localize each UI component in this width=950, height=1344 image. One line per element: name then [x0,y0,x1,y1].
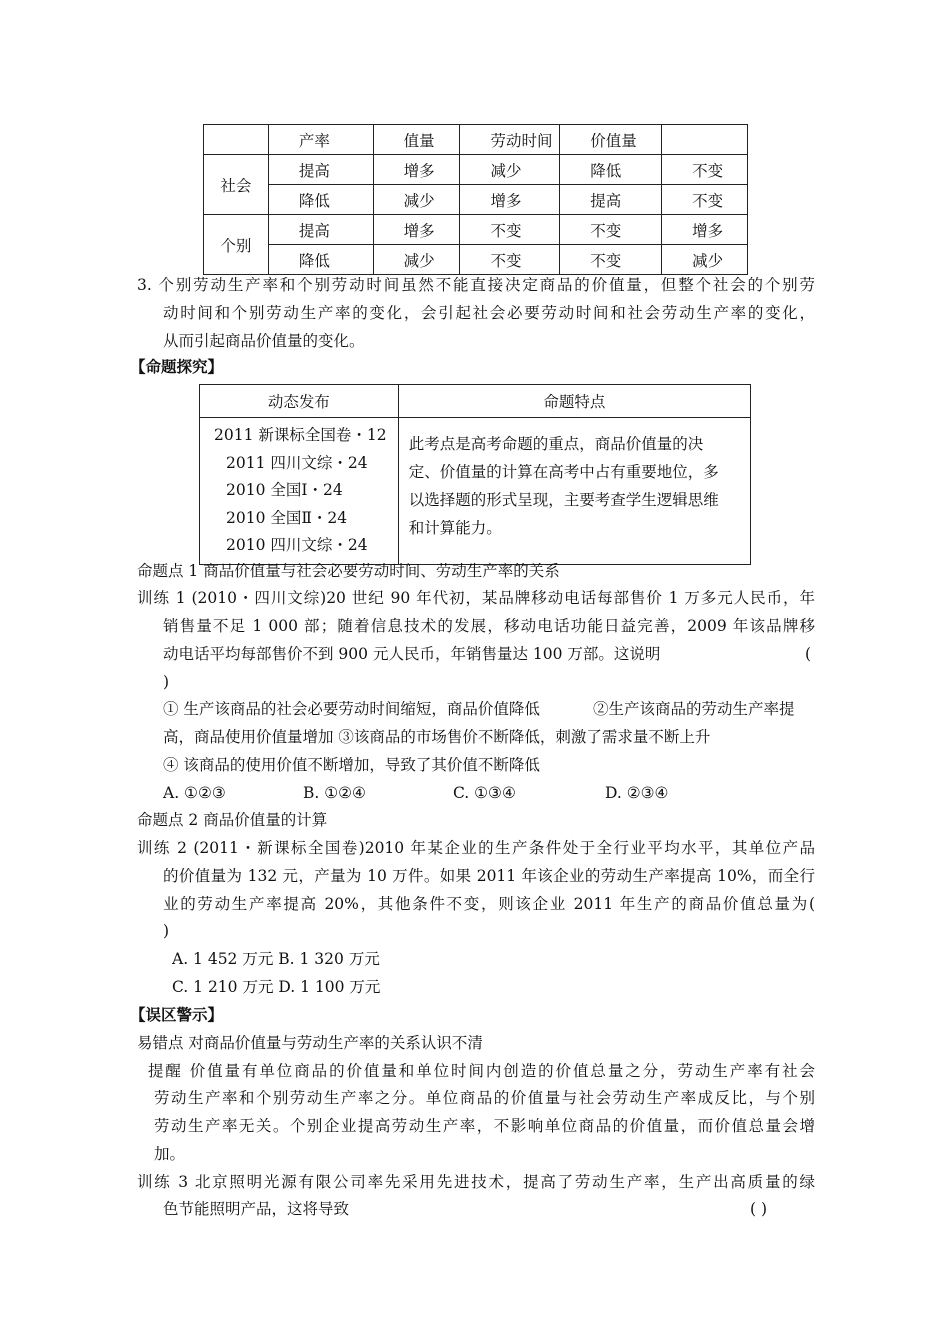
table-cell: 不变 [662,185,748,215]
exam-year-item: 2011 新课标全国卷・12 [214,426,387,444]
table-cell: 不变 [560,215,662,245]
table-cell: 减少 [373,245,460,275]
table-header-cell: 值量 [373,125,460,155]
train1-choice-a: A. ①②③ [163,784,226,802]
mistake-line3: 劳动生产率无关。个别企业提高劳动生产率，不影响单位商品的价值量，而价值总量会增 [154,1117,815,1135]
exam-year-item: 2011 四川文综・24 [226,453,368,472]
table-cell: 不变 [460,245,560,275]
table-header-cell: 动态发布 [200,385,399,418]
train1-option-2: ②生产该商品的劳动生产率提 [593,700,795,718]
feature-line: 和计算能力。 [408,519,502,537]
train1-choice-d: D. ②③④ [605,784,669,802]
table-row [204,245,748,275]
exam-year-item: 2010 全国Ⅱ・24 [226,508,348,527]
table-row [200,418,751,565]
table-header-cell: 价值量 [560,125,662,155]
mistake-title: 易错点 对商品价值量与劳动生产率的关系认识不清 [137,1034,483,1052]
group-label-social: 社会 [204,155,269,215]
train1-option-line2: 高，商品使用价值量增加 ③该商品的市场售价不断降低，刺激了需求量不断上升 [163,728,711,746]
train1-option-4: ④ 该商品的使用价值不断增加，导致了其价值不断降低 [163,756,540,774]
train2-choices-ab: A. 1 452 万元 B. 1 320 万元 [172,950,380,968]
section-heading-wuqu: 【误区警示】 [130,1005,224,1024]
table-header-cell [204,125,269,155]
table-cell: 不变 [560,245,662,275]
feature-line: 此考点是高考命题的重点，商品价值量的决 [408,435,704,453]
table-cell: 提高 [560,185,662,215]
feature-line: 定、价值量的计算在高考中占有重要地位，多 [408,463,719,481]
table-cell: 降低 [268,185,373,215]
point3-line2: 动时间和个别劳动生产率的变化，会引起社会必要劳动时间和社会劳动生产率的变化， [163,304,815,322]
train3-line1: 训练 3 北京照明光源有限公司率先采用先进技术，提高了劳动生产率，生产出高质量的绿 [137,1173,815,1191]
group-label-individual: 个别 [204,215,269,275]
table-cell: 减少 [373,185,460,215]
table-cell: 增多 [373,215,460,245]
table-cell: 减少 [460,155,560,185]
mistake-line4: 加。 [154,1145,186,1163]
exam-year-item: 2010 全国Ⅰ・24 [226,481,343,499]
table-cell: 增多 [662,215,748,245]
section-heading-mingti: 【命题探究】 [130,357,224,376]
train2-line3: 业的劳动生产率提高 20%，其他条件不变，则该企业 2011 年生产的商品价值总量为( [163,895,815,913]
table-header-row [204,125,748,155]
point1-title: 命题点 1 商品价值量与社会必要劳动时间、劳动生产率的关系 [137,562,560,580]
table-row [204,185,748,215]
mistake-line2: 劳动生产率和个别劳动生产率之分。单位商品的价值量与社会劳动生产率成反比，与个别 [154,1089,815,1107]
train2-answer-paren-close: ) [163,922,170,940]
train1-answer-paren-open: ( [805,645,812,663]
exam-analysis-table [199,384,751,565]
table-cell: 减少 [662,245,748,275]
train1-line3: 动电话平均每部售价不到 900 元人民币，年销售量达 100 万部。这说明 [163,645,661,663]
table-cell: 增多 [373,155,460,185]
table-header-cell: 产率 [268,125,373,155]
train1-line2: 销售量不足 1 000 部；随着信息技术的发展，移动电话功能日益完善，2009 年该品牌移 [163,617,815,635]
train2-line2: 的价值量为 132 元，产量为 10 万件。如果 2011 年该企业的劳动生产率提高 10%，而全行 [163,867,815,885]
train1-option-1: ① 生产该商品的社会必要劳动时间缩短，商品价值降低 [163,700,540,718]
value-relation-table [203,124,748,275]
point2-title: 命题点 2 商品价值量的计算 [137,811,328,829]
table-cell: 不变 [460,215,560,245]
table-cell: 增多 [460,185,560,215]
table-cell: 降低 [560,155,662,185]
table-row [204,155,748,185]
train1-choice-c: C. ①③④ [453,784,516,802]
train2-line1: 训练 2 (2011・新课标全国卷)2010 年某企业的生产条件处于全行业平均水平，其单位产品 [137,839,815,857]
point3-line3: 从而引起商品价值量的变化。 [163,332,365,350]
exam-years-cell [200,418,399,565]
table-cell: 不变 [662,155,748,185]
table-header-cell: 命题特点 [398,385,750,418]
exam-year-item: 2010 四川文综・24 [226,536,368,554]
table-row [204,215,748,245]
table-cell: 降低 [268,245,373,275]
mistake-line1: 提醒 价值量有单位商品的价值量和单位时间内创造的价值总量之分，劳动生产率有社会 [148,1062,815,1080]
feature-line: 以选择题的形式呈现，主要考查学生逻辑思维 [408,491,719,509]
train1-line1: 训练 1 (2010・四川文综)20 世纪 90 年代初，某品牌移动电话每部售价 1 万多元人民币，年 [137,589,815,607]
train1-choice-b: B. ①②④ [303,784,366,802]
point3-line1: 3. 个别劳动生产率和个别劳动时间虽然不能直接决定商品的价值量，但整个社会的个别劳 [137,276,815,294]
train1-answer-paren-close: ) [163,673,170,691]
train3-answer-paren: ( ) [750,1200,768,1218]
table-header-row [200,385,751,418]
exam-feature-cell [398,418,750,565]
table-header-cell: 劳动时间 [460,125,560,155]
train3-line2: 色节能照明产品，这将导致 [163,1200,350,1218]
table-cell: 提高 [268,155,373,185]
table-header-cell [662,125,748,155]
table-cell: 提高 [268,215,373,245]
train2-choices-cd: C. 1 210 万元 D. 1 100 万元 [172,978,381,996]
